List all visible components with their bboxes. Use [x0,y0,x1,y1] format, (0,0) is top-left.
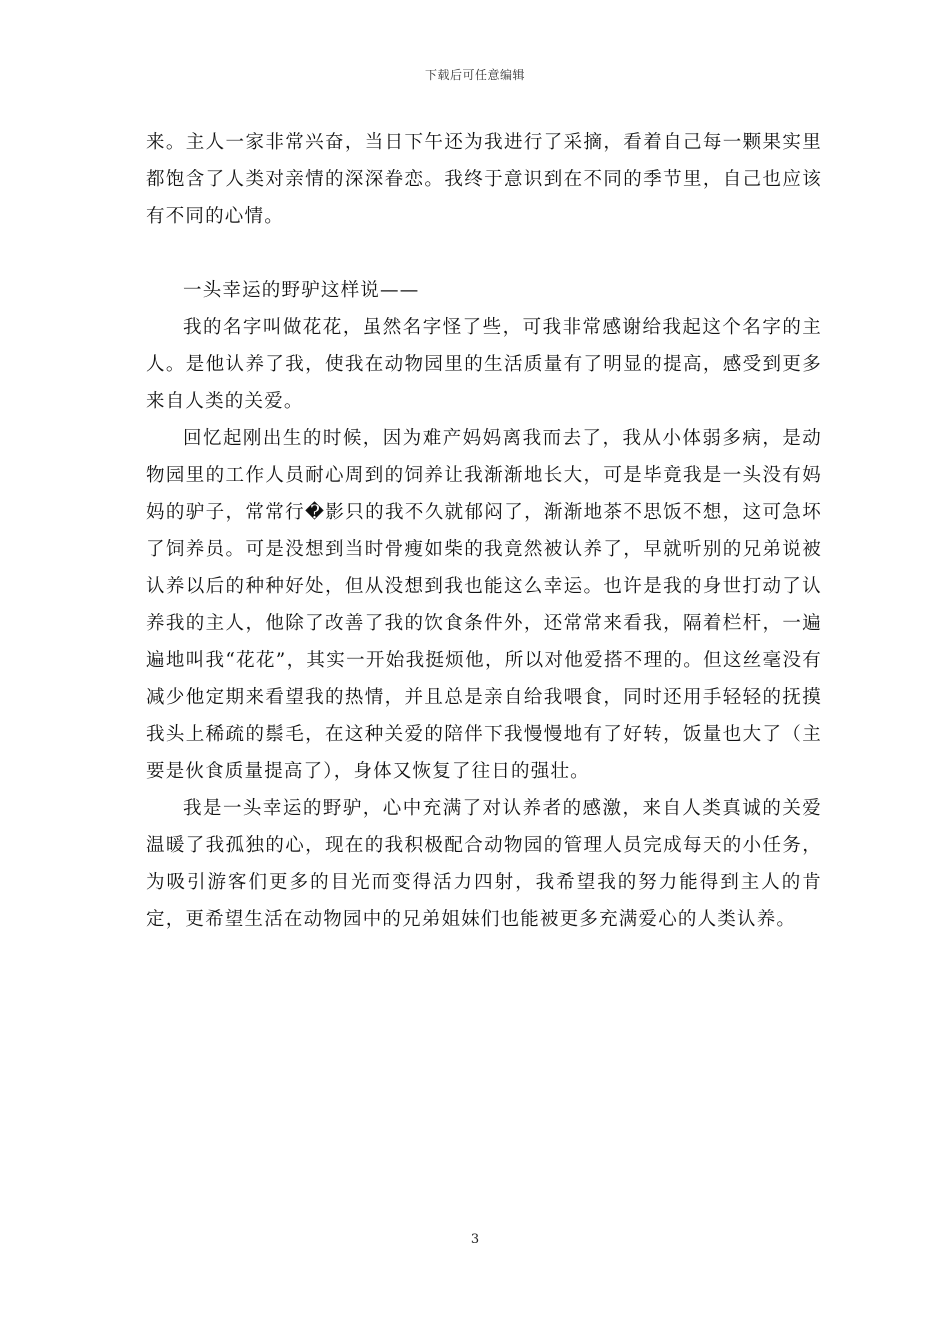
paragraph: 我的名字叫做花花，虽然名字怪了些，可我非常感谢给我起这个名字的主人。是他认养了我，使我在动物园里的生活质量有了明显的提高，感受到更多来自人类的关爱。 [146,317,822,412]
document-body [146,124,822,938]
paragraph: 回忆起刚出生的时候，因为难产妈妈离我而去了，我从小体弱多病，是动物园里的工作人员耐心周到的饲养让我渐渐地长大，可是毕竟我是一头没有妈妈的驴子，常常行�影只的我不久就郁闷了，渐渐地茶不思饭不想，这可急坏了饲养员。可是没想到当时骨瘦如柴的我竟然被认养了，早就听别的兄弟说被认养以后的种种好处，但从没想到我也能这么幸运。也许是我的身世打动了认养我的主人，他除了改善了我的饮食条件外，还常常来看我，隔着栏杆，一遍遍地叫我“花花”，其实一开始我挺烦他，所以对他爱搭不理的。但这丝毫没有减少他定期来看望我的热情，并且总是亲自给我喂食，同时还用手轻轻的抚摸我头上稀疏的鬃毛，在这种关爱的陪伴下我慢慢地有了好转，饭量也大了（主要是伙食质量提高了），身体又恢复了往日的强壮。 [146,428,822,782]
paragraph-spacer [146,235,822,272]
section-heading: 一头幸运的野驴这样说—— [183,280,420,301]
page-number: 3 [470,1232,480,1247]
page-header: 下载后可任意编辑 [424,68,525,82]
paragraph: 我是一头幸运的野驴，心中充满了对认养者的感激，来自人类真诚的关爱温暖了我孤独的心，现在的我积极配合动物园的管理人员完成每天的小任务，为吸引游客们更多的目光而变得活力四射，我希望我的努力能得到主人的肯定，更希望生活在动物园中的兄弟姐妹们也能被更多充满爱心的人类认养。 [146,798,822,930]
paragraph-continuation: 来。主人一家非常兴奋，当日下午还为我进行了采摘，看着自己每一颗果实里都饱含了人类对亲情的深深眷恋。我终于意识到在不同的季节里，自己也应该有不同的心情。 [146,132,822,227]
